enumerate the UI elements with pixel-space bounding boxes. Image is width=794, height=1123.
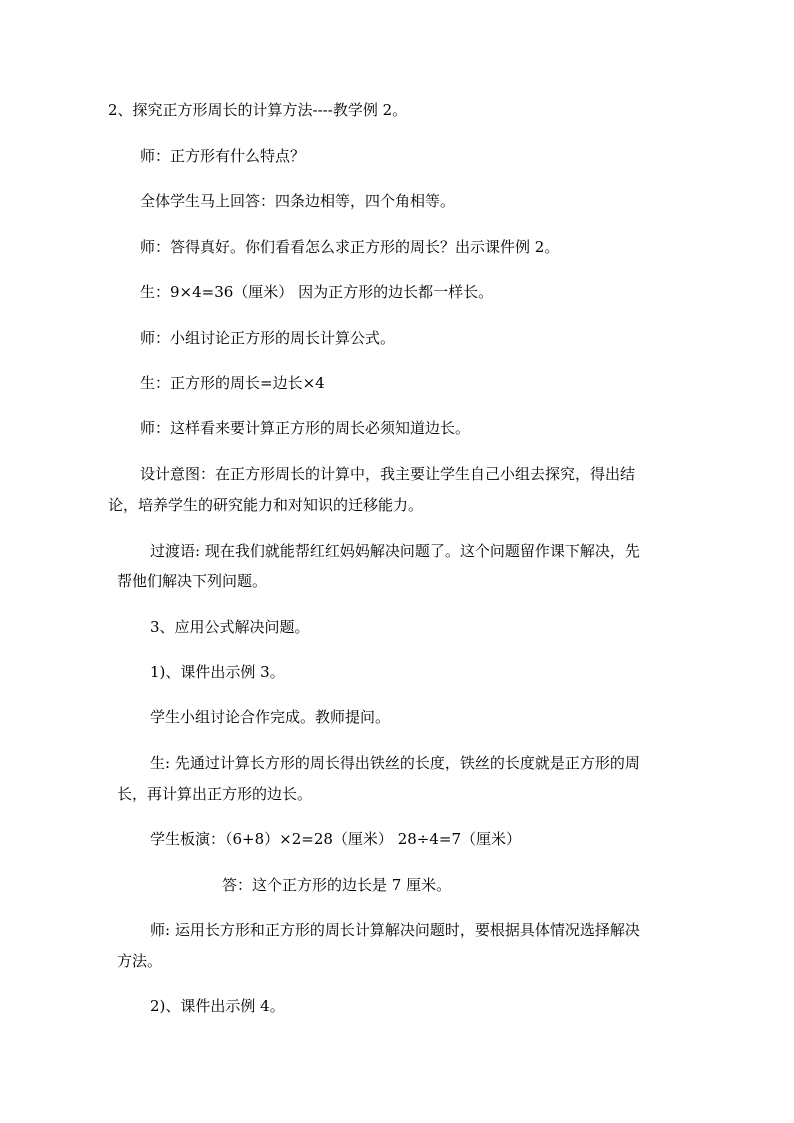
group-discussion-note: 学生小组讨论合作完成。教师提问。 (150, 708, 391, 726)
board-calculation: 学生板演：（6+8）×2=28（厘米） 28÷4=7（厘米） (150, 830, 522, 848)
teacher-question: 师：正方形有什么特点？ (140, 147, 306, 165)
teacher-summary-line-2: 方法。 (117, 952, 163, 970)
student-method-line-1: 生: 先通过计算长方形的周长得出铁丝的长度，铁丝的长度就是正方形的周 (150, 754, 640, 772)
answer-line: 答：这个正方形的边长是 7 厘米。 (222, 876, 452, 894)
example-3-heading: 1)、课件出示例 3。 (150, 663, 285, 681)
example-4-heading: 2)、课件出示例 4。 (150, 997, 285, 1015)
student-formula: 生：正方形的周长=边长×4 (140, 374, 325, 392)
teacher-conclusion: 师：这样看来要计算正方形的周长必须知道边长。 (140, 419, 471, 437)
design-intent-line-1: 设计意图：在正方形周长的计算中，我主要让学生自己小组去探究，得出结 (140, 465, 636, 483)
students-answer: 全体学生马上回答：四条边相等，四个角相等。 (140, 192, 456, 210)
section-heading-2: 2、探究正方形周长的计算方法----教学例 2。 (108, 101, 408, 119)
teacher-prompt: 师：答得真好。你们看看怎么求正方形的周长？出示课件例 2。 (140, 238, 560, 256)
student-method-line-2: 长，再计算出正方形的边长。 (117, 785, 313, 803)
student-calculation: 生：9×4=36（厘米） 因为正方形的边长都一样长。 (140, 283, 494, 301)
section-heading-3: 3、应用公式解决问题。 (150, 618, 310, 636)
teacher-group-discussion: 师：小组讨论正方形的周长计算公式。 (140, 329, 396, 347)
design-intent-line-2: 论，培养学生的研究能力和对知识的迁移能力。 (108, 496, 424, 514)
transition-line-2: 帮他们解决下列问题。 (117, 572, 268, 590)
teacher-summary-line-1: 师: 运用长方形和正方形的周长计算解决问题时，要根据具体情况选择解决 (150, 921, 640, 939)
transition-line-1: 过渡语: 现在我们就能帮红红妈妈解决问题了。这个问题留作课下解决，先 (150, 542, 640, 560)
